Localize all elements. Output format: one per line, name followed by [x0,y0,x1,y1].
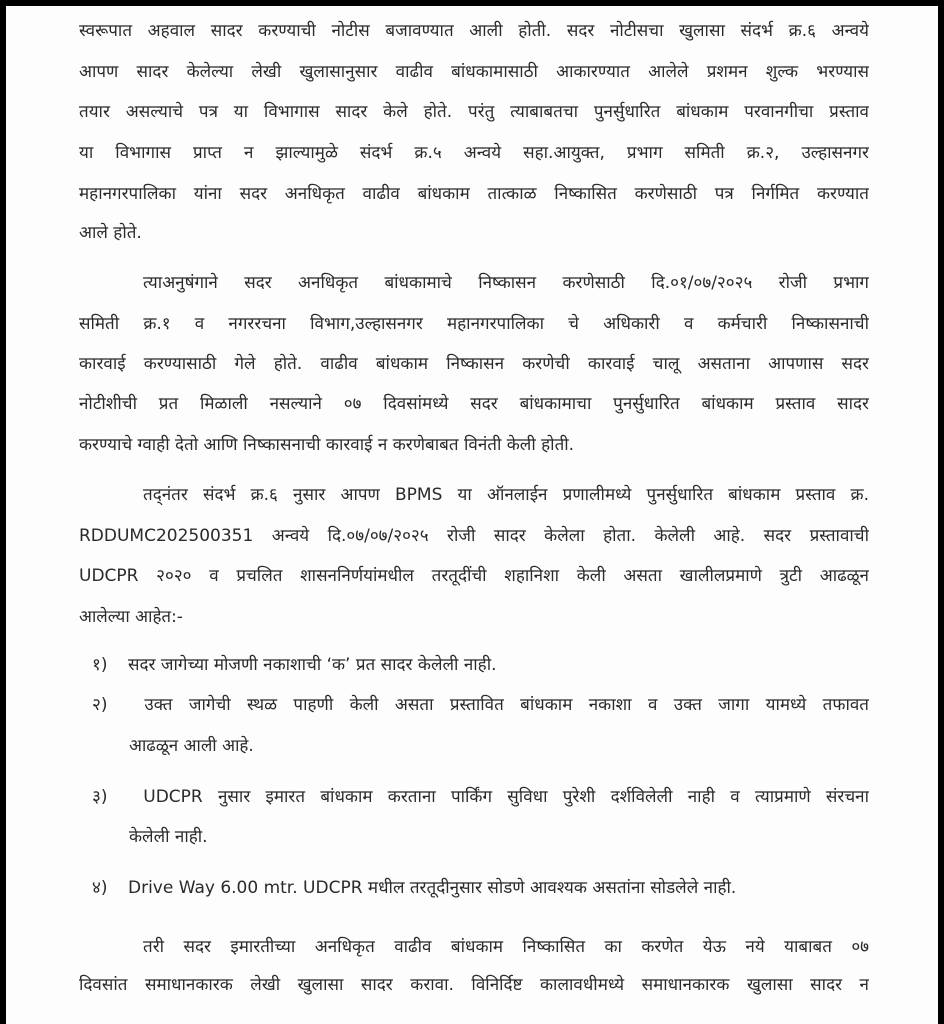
deficiency-number: १) [92,655,108,675]
paragraph-3-line-2: RDDUMC202500351 अन्वये दि.०७/०७/२०२५ रोजी सादर केलेला होता. केलेली आहे. सदर प्रस्तावाची [79,526,869,546]
paragraph-1-line-1: स्वरूपात अहवाल सादर करण्याची नोटीस बजावण्यात आली होती. सदर नोटीसचा खुलासा संदर्भ क्र.६ अन्वये [79,21,869,41]
deficiency-number: ३) [92,787,108,807]
document-page [6,6,938,1024]
deficiency-item-1 [92,653,497,677]
deficiency-number: ४) [92,878,108,898]
deficiency-text: UDCPR नुसार इमारत बांधकाम करताना पार्किंग सुविधा पुरेशी दर्शविलेली नाही व त्याप्रमाणे संरचना [143,787,869,807]
deficiency-item-3 [92,785,869,809]
deficiency-item-4 [92,876,736,900]
deficiency-text: Drive Way 6.00 mtr. UDCPR मधील तरतूदीनुसार सोडणे आवश्यक असतांना सोडलेले नाही. [128,878,737,898]
deficiency-number: २) [92,695,108,715]
paragraph-1-line-3: तयार असल्याचे पत्र या विभागास सादर केले होते. परंतु त्याबाबतचा पुनर्सुधारित बांधकाम परवानगीचा प्रस्ताव [79,102,869,122]
paragraph-1-line-4: या विभागास प्राप्त न झाल्यामुळे संदर्भ क्र.५ अन्वये सहा.आयुक्त, प्रभाग समिती क्र.२, उल्हासनगर [79,143,869,163]
paragraph-1-line-5: महानगरपालिका यांना सदर अनधिकृत वाढीव बांधकाम तात्काळ निष्कासित करणेसाठी पत्र निर्गमित करण्यात [79,184,869,204]
paragraph-4-line-2: दिवसांत समाधानकारक लेखी खुलासा सादर करावा. विनिर्दिष्ट कालावधीमध्ये समाधानकारक खुलासा सादर न [79,975,869,995]
deficiency-item-3-continuation: केलेली नाही. [129,827,208,847]
paragraph-1-line-6: आले होते. [79,223,142,243]
paragraph-3-line-4: आलेल्या आहेत:- [79,606,183,626]
paragraph-2-line-3: कारवाई करण्यासाठी गेले होते. वाढीव बांधकाम निष्कासन करणेची कारवाई चालू असताना आपणास सदर [79,354,869,374]
paragraph-4-line-1: तरी सदर इमारतीच्या अनधिकृत वाढीव बांधकाम निष्कासित का करणेत येऊ नये याबाबत ०७ [143,937,869,957]
paragraph-3-line-1: तद्नंतर संदर्भ क्र.६ नुसार आपण BPMS या ऑनलाईन प्रणालीमध्ये पुनर्सुधारित बांधकाम प्रस्ताव क्र. [143,485,869,505]
deficiency-text: उक्त जागेची स्थळ पाहणी केली असता प्रस्तावित बांधकाम नकाशा व उक्त जागा यामध्ये तफावत [144,695,869,715]
paragraph-2-line-1: त्याअनुषंगाने सदर अनधिकृत बांधकामाचे निष्कासन करणेसाठी दि.०१/०७/२०२५ रोजी प्रभाग [143,273,869,293]
paragraph-2-line-5: करण्याचे ग्वाही देतो आणि निष्कासनाची कारवाई न करणेबाबत विनंती केली होती. [79,435,575,455]
deficiency-text: सदर जागेच्या मोजणी नकाशाची ‘क’ प्रत सादर केलेली नाही. [128,655,497,675]
deficiency-item-2-continuation: आढळून आली आहे. [129,735,254,755]
paragraph-2-line-2: समिती क्र.१ व नगररचना विभाग,उल्हासनगर महानगरपालिका चे अधिकारी व कर्मचारी निष्कासनाची [79,314,869,334]
deficiency-item-2 [92,693,869,717]
paragraph-1-line-2: आपण सादर केलेल्या लेखी खुलासानुसार वाढीव बांधकामासाठी आकारण्यात आलेले प्रशमन शुल्क भरण्यास [79,62,869,82]
paragraph-3-line-3: UDCPR २०२० व प्रचलित शासननिर्णयांमधील तरतूदींची शहानिशा केली असता खालीलप्रमाणे त्रुटी आढळून [79,566,869,586]
paragraph-2-line-4: नोटीशीची प्रत मिळाली नसल्याने ०७ दिवसांमध्ये सदर बांधकामाचा पुनर्सुधारित बांधकाम प्रस्ताव सादर [79,394,869,414]
